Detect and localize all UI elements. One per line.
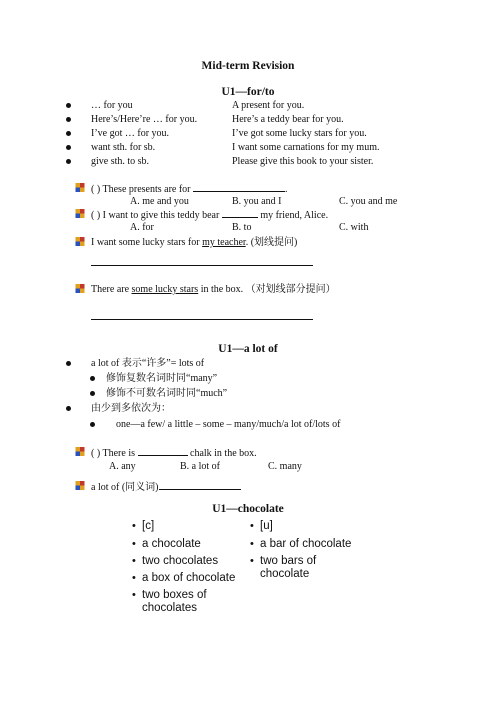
pen-icon — [75, 481, 85, 490]
question-text-end: in the box. （对划线部分提问） — [198, 284, 336, 295]
question-for-to-4 — [91, 284, 336, 296]
bullet-mark: • — [132, 520, 136, 532]
question-for-to-2 — [91, 209, 328, 222]
countable-item: two chocolates — [142, 555, 219, 567]
option-a: A. for — [130, 222, 154, 233]
question-a-lot-of-2 — [91, 481, 241, 494]
option-a: A. me and you — [130, 196, 189, 207]
rule-example: A present for you. — [232, 100, 305, 111]
underlined-part: some lucky stars — [131, 284, 199, 295]
bullet-mark: • — [250, 538, 254, 550]
rule-left: want sth. for sb. — [91, 142, 156, 153]
countable-item: a chocolate — [142, 538, 201, 550]
option-c: C. you and me — [339, 196, 398, 207]
bullet-mark: • — [132, 555, 136, 567]
countable-item: a box of chocolate — [142, 572, 236, 584]
note-much: 修饰不可数名词时同“much” — [106, 388, 228, 399]
bullet-dot — [66, 406, 71, 411]
pen-icon — [75, 237, 85, 246]
option-c: C. with — [339, 222, 369, 233]
option-c: C. many — [268, 461, 302, 472]
bullet-dot — [66, 131, 71, 136]
question-text: There are — [91, 284, 132, 295]
answer-blank[interactable] — [159, 481, 241, 490]
question-text: These presents are for — [102, 184, 191, 195]
answer-paren: ( ) — [91, 184, 101, 195]
answer-line[interactable] — [91, 265, 313, 266]
bullet-dot — [66, 145, 71, 150]
pen-icon — [75, 447, 85, 456]
answer-paren: ( ) — [91, 210, 101, 221]
countable-label: [c] — [142, 520, 155, 532]
bullet-mark: • — [250, 555, 254, 567]
question-end: . — [285, 184, 288, 195]
rule-example: Please give this book to your sister. — [232, 156, 374, 167]
countable-item: two boxes of chocolates — [142, 589, 207, 614]
rule-example: I want some carnations for my mum. — [232, 142, 380, 153]
underlined-part: my teacher — [202, 237, 246, 248]
rule-left: I’ve got … for you. — [91, 128, 170, 139]
option-b: B. a lot of — [180, 461, 220, 472]
section-heading-chocolate: U1—chocolate — [212, 503, 284, 515]
bullet-mark: • — [132, 589, 136, 601]
uncountable-label: [u] — [260, 520, 273, 532]
option-b: B. you and I — [232, 196, 282, 207]
pen-icon — [75, 209, 85, 218]
question-text: a lot of (同义词) — [91, 482, 159, 493]
rule-example: Here’s a teddy bear for you. — [232, 114, 344, 125]
pen-icon — [75, 183, 85, 192]
note-order-sequence: one—a few/ a little – some – many/much/a lot of/lots of — [116, 419, 341, 430]
answer-paren: ( ) — [91, 448, 101, 459]
bullet-mark: • — [250, 520, 254, 532]
answer-blank[interactable] — [193, 183, 285, 192]
bullet-dot — [90, 391, 95, 396]
question-a-lot-of-1 — [91, 447, 257, 460]
section-heading-a-lot-of: U1—a lot of — [218, 343, 278, 355]
question-text: I want to give this teddy bear — [102, 210, 220, 221]
bullet-dot — [66, 103, 71, 108]
bullet-dot — [66, 117, 71, 122]
note-order: 由少到多依次为： — [91, 403, 171, 414]
question-text-end: chalk in the box. — [190, 448, 257, 459]
uncountable-item: a bar of chocolate — [260, 538, 352, 550]
uncountable-item: two bars of chocolate — [260, 555, 317, 580]
bullet-dot — [90, 422, 95, 427]
question-for-to-3 — [91, 237, 297, 249]
answer-line[interactable] — [91, 319, 313, 320]
rule-example: I’ve got some lucky stars for you. — [232, 128, 367, 139]
note-many: 修饰复数名词时同“many” — [106, 373, 218, 384]
question-for-to-1 — [91, 183, 288, 196]
bullet-mark: • — [132, 538, 136, 550]
answer-blank[interactable] — [222, 209, 258, 218]
note-a-lot-of: a lot of 表示“许多”= lots of — [91, 358, 205, 369]
option-a: A. any — [109, 461, 136, 472]
question-text-end: my friend, Alice. — [260, 210, 329, 221]
bullet-dot — [66, 159, 71, 164]
rule-left: give sth. to sb. — [91, 156, 150, 167]
bullet-mark: • — [132, 572, 136, 584]
bullet-dot — [90, 376, 95, 381]
page-title: Mid-term Revision — [201, 60, 295, 72]
option-b: B. to — [232, 222, 252, 233]
section-heading-for-to: U1—for/to — [221, 86, 275, 98]
rule-left: Here’s/Here’re … for you. — [91, 114, 198, 125]
question-text: There is — [102, 448, 135, 459]
rule-left: … for you — [91, 100, 133, 111]
pen-icon — [75, 284, 85, 293]
bullet-dot — [66, 361, 71, 366]
question-text-end: . (划线提问) — [245, 237, 298, 248]
answer-blank[interactable] — [138, 447, 188, 456]
question-text: I want some lucky stars for — [91, 237, 203, 248]
